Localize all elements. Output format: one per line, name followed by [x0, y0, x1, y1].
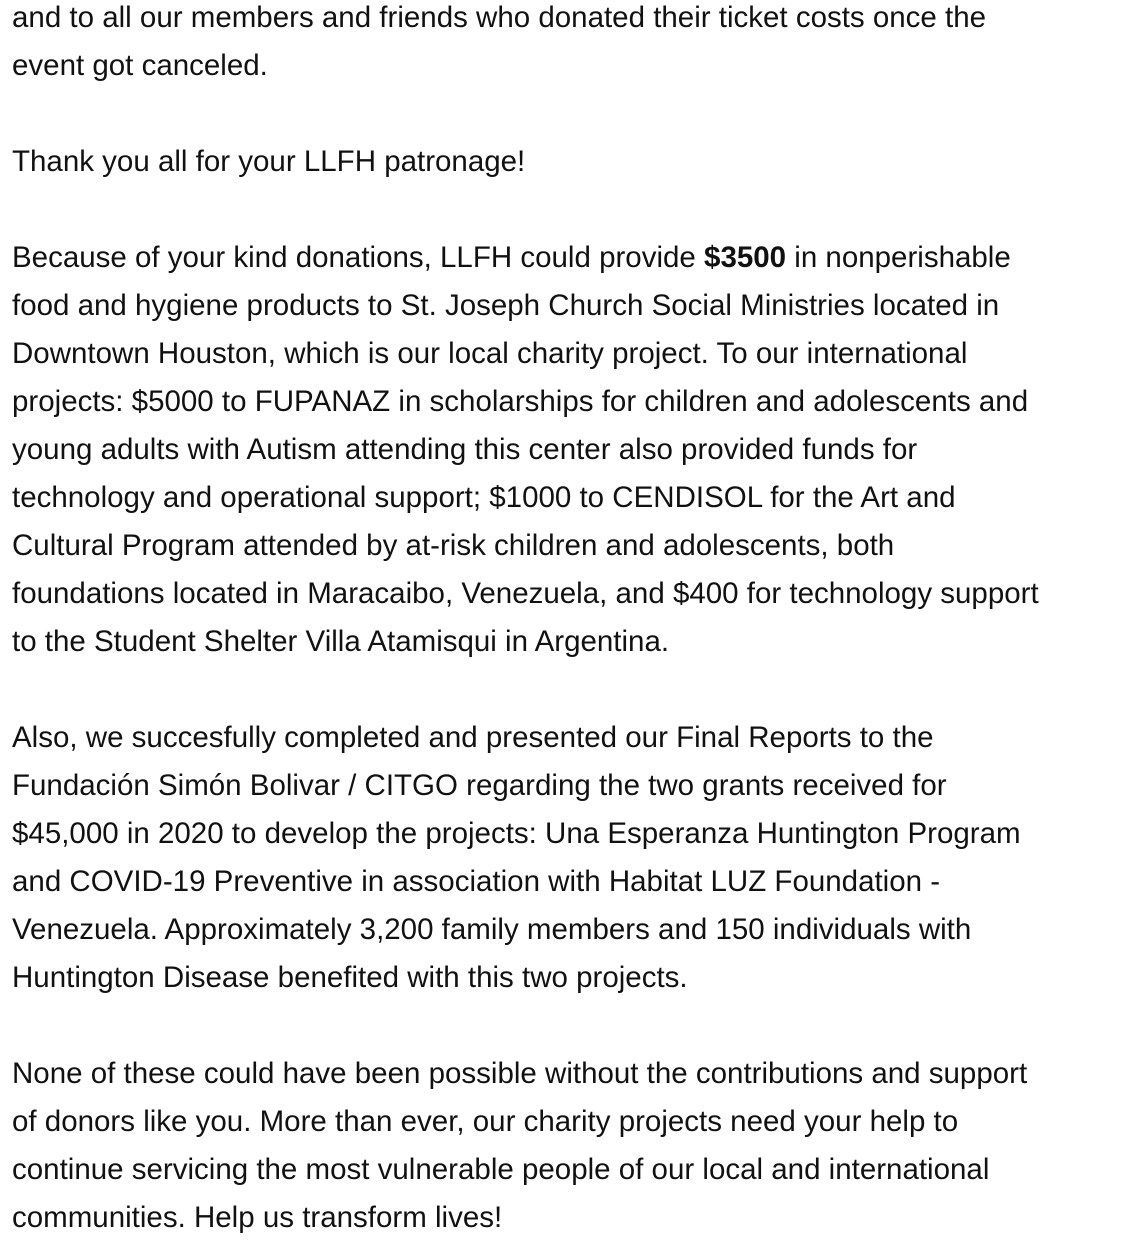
text-line: None of these could have been possible without the contributions and support — [12, 1057, 1028, 1090]
donation-amount: $3500 — [704, 241, 787, 274]
text-line: Fundación Simón Bolivar / CITGO regarding the two grants received for — [12, 769, 947, 802]
text-line: Huntington Disease benefited with this two projects. — [12, 961, 688, 994]
text-line: technology and operational support; $1000 to CENDISOL for the Art and — [12, 481, 956, 514]
text-segment: in nonperishable — [786, 241, 1011, 274]
paragraph-call-to-action — [12, 1050, 1132, 1242]
text-line: and COVID-19 Preventive in association with Habitat LUZ Foundation - — [12, 865, 941, 898]
text-line: and to all our members and friends who donated their ticket costs once the — [12, 1, 987, 34]
text-line: event got canceled. — [12, 49, 268, 82]
text-line: Venezuela. Approximately 3,200 family members and 150 individuals with — [12, 913, 972, 946]
text-line: Thank you all for your LLFH patronage! — [12, 145, 526, 178]
text-line: continue servicing the most vulnerable people of our local and international — [12, 1153, 990, 1186]
letter-body — [12, 0, 1132, 1242]
text-line: foundations located in Maracaibo, Venezuela, and $400 for technology support — [12, 577, 1039, 610]
text-line: communities. Help us transform lives! — [12, 1201, 503, 1234]
paragraph-thank-you — [12, 138, 1132, 186]
text-line: projects: $5000 to FUPANAZ in scholarships for children and adolescents and — [12, 385, 1029, 418]
text-segment: Because of your kind donations, LLFH could provide — [12, 241, 705, 274]
text-line: Cultural Program attended by at-risk children and adolescents, both — [12, 529, 895, 562]
text-line: of donors like you. More than ever, our charity projects need your help to — [12, 1105, 959, 1138]
paragraph-thanks-donors — [12, 0, 1132, 90]
paragraph-donations — [12, 234, 1132, 666]
paragraph-final-reports — [12, 714, 1132, 1002]
text-line: $45,000 in 2020 to develop the projects: Una Esperanza Huntington Program — [12, 817, 1021, 850]
text-line — [12, 234, 1132, 282]
text-line: food and hygiene products to St. Joseph Church Social Ministries located in — [12, 289, 1000, 322]
text-line: to the Student Shelter Villa Atamisqui in Argentina. — [12, 625, 670, 658]
text-line: young adults with Autism attending this center also provided funds for — [12, 433, 918, 466]
text-line: Also, we succesfully completed and presented our Final Reports to the — [12, 721, 934, 754]
text-line: Downtown Houston, which is our local charity project. To our international — [12, 337, 968, 370]
